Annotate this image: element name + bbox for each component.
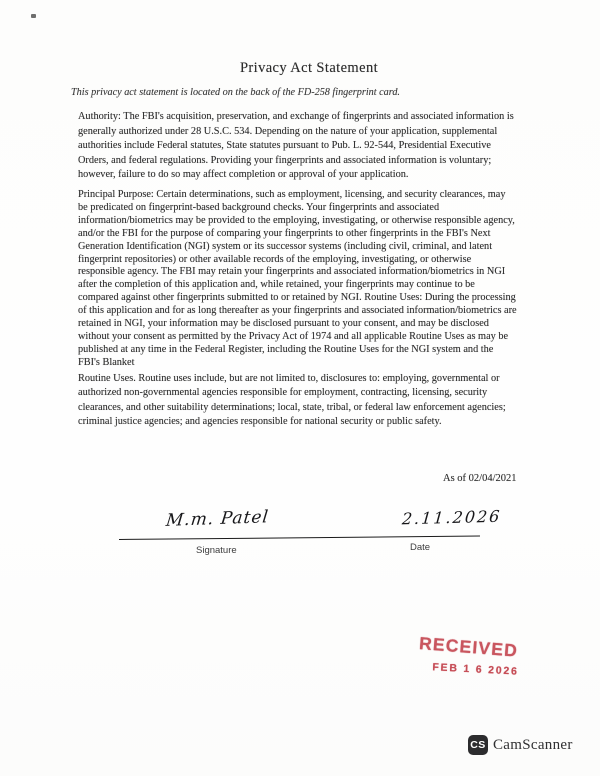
document-subtitle: This privacy act statement is located on the back of the FD-258 fingerprint card. [71, 87, 400, 98]
received-stamp-text: RECEIVED [418, 633, 519, 661]
page-title: Privacy Act Statement [239, 60, 379, 76]
date-label: Date [410, 542, 431, 553]
signature-label: Signature [196, 545, 237, 556]
date-handwriting: 2.11.2026 [401, 506, 503, 529]
scan-artifact-speck [31, 14, 36, 18]
paragraph-authority: Authority: The FBI's acquisition, preservation, and exchange of fingerprints and associated information is generally authorized under 28 U.S.C. 534. Depending on the nature of your application, supplemental authorities include Federal statutes, State statutes pursuant to Pub. L. 92-544, Presidential Executive Orders, and federal regulations. Providing your fingerprints and associated information is voluntary; however, failure to do so may affect completion or approval of your application. [78, 111, 514, 181]
camscanner-watermark [468, 735, 573, 755]
camscanner-label: CamScanner [493, 736, 573, 753]
received-stamp-date: FEB 1 6 2026 [432, 661, 519, 678]
camscanner-icon: CS [468, 735, 488, 755]
signature-line [119, 536, 480, 540]
paragraph-principal-purpose: Principal Purpose: Certain determinations, such as employment, licensing, and security clearances, may be predicated on fingerprint-based background checks. Your fingerprints and associated information/biometrics may be provided to the employing, investigating, or otherwise responsible agency, and/or the FBI for the purpose of comparing your fingerprints to other fingerprints in the FBI's Next Generation Identification (NGI) system or its successor systems (including civil, criminal, and latent fingerprint repositories) or other available records of the employing, investigating, or otherwise responsible agency. The FBI may retain your fingerprints and associated information/biometrics in NGI after the completion of this application and, while retained, your fingerprints may continue to be compared against other fingerprints submitted to or retained by NGI. Routine Uses: During the processing of this application and for as long thereafter as your fingerprints and associated information/biometrics are retained in NGI, your information may be disclosed pursuant to your consent, and may be disclosed without your consent as permitted by the Privacy Act of 1974 and all applicable Routine Uses as may be published at any time in the Federal Register, including the Routine Uses for the NGI system and the FBI's Blanket [78, 189, 517, 368]
paragraph-routine-uses: Routine Uses. Routine uses include, but are not limited to, disclosures to: employing, governmental or authorized non-governmental agencies responsible for employment, contracting, licensing, security clearances, and other suitability determinations; local, state, tribal, or federal law enforcement agencies; criminal justice agencies; and agencies responsible for national security or public safety. [78, 373, 506, 427]
as-of-date: As of 02/04/2021 [443, 473, 517, 484]
signature-handwriting: M.m. Patel [164, 507, 270, 531]
received-stamp [417, 633, 521, 679]
